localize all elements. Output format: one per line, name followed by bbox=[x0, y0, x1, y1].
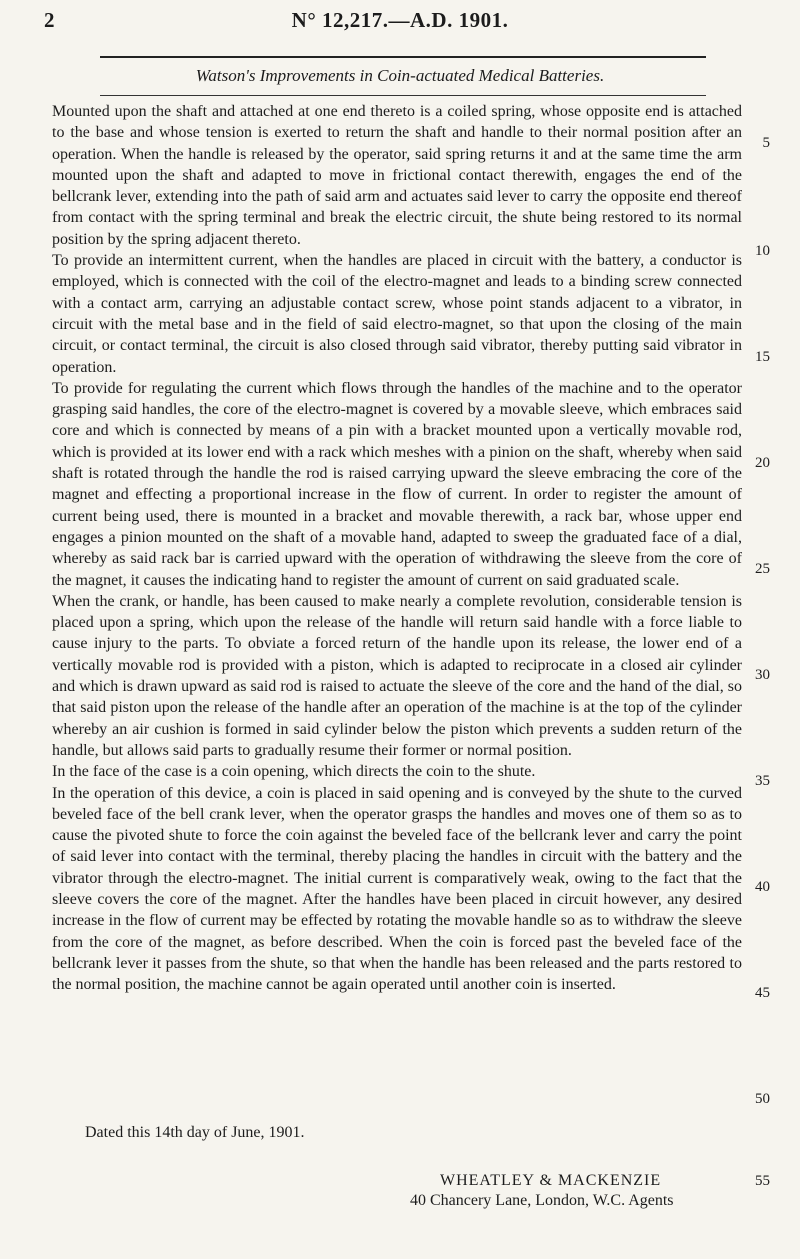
page-subtitle: Watson's Improvements in Coin-actuated Medical Batteries. bbox=[195, 66, 605, 85]
patent-number-header: N° 12,217.—A.D. 1901. bbox=[291, 8, 509, 32]
subtitle-rule bbox=[100, 95, 706, 96]
paragraph: In the operation of this device, a coin is placed in said opening and is conveyed by the shute to the curved beveled face of the bell crank lever, when the operator grasps the handles and moves one of them so as to cause the pivoted shute to force the coin against the beveled face of the bellcrank lever and carry the point of said lever into contact with the terminal, thereby placing the handles in circuit with the battery and the vibrator through the electro-magnet. The initial current is comparatively weak, owing to the fact that the sleeve covers the core of the magnet. After the handles have been placed in circuit however, any desired increase in the flow of current may be effected by rotating the movable handle so as to withdraw the sleeve from the core of the magnet, as before described. When the coin is forced past the beveled face of the bellcrank lever it passes from the shute, so that when the handle has been released and the parts restored to the normal position, the machine cannot be again operated until another coin is inserted. bbox=[52, 784, 742, 994]
line-number: 55 bbox=[755, 1173, 770, 1189]
paragraph: To provide for regulating the current which flows through the handles of the machine and to the operator grasping said handles, the core of the electro-magnet is covered by a movable sleeve, which embraces said core and which is connected by means of a pin with a bracket mounted upon a vertically movable rod, which is provided at its lower end with a rack which meshes with a pinion on the shaft, whereby when said shaft is rotated through the handle the rod is raised carrying upward the sleeve embracing the core of the magnet and effecting a proportional increase in the flow of current. In order to register the amount of current being used, there is mounted in a bracket and movable therewith, a rack bar, whose upper end engages a pinion mounted on the shaft of a movable hand, adapted to sweep the graduated face of a dial, whereby as said rack bar is carried upward with the operation of withdrawing the sleeve from the core of the magnet, it causes the indicating hand to register the amount of current on said graduated scale. bbox=[52, 379, 742, 589]
line-number: 35 bbox=[755, 773, 770, 789]
paragraph: In the face of the case is a coin opening, which directs the coin to the shute. bbox=[52, 763, 536, 781]
line-number: 10 bbox=[755, 243, 770, 259]
line-number: 30 bbox=[755, 667, 770, 683]
line-number: 5 bbox=[762, 135, 770, 151]
paragraph: Mounted upon the shaft and attached at one end thereto is a coiled spring, whose opposite end is attached to the base and whose tension is exerted to return the shaft and handle to their normal position after an operation. When the handle is released by the operator, said spring returns it and at the same time the arm mounted upon the shaft and adapted to move in frictional contact therewith, engages the end of the bellcrank lever, extending into the path of said arm and actuates said lever to carry the opposite end thereof from contact with the spring terminal and break the electric circuit, the shute being restored to its normal position by the spring adjacent thereto. bbox=[52, 103, 742, 248]
agent-address: 40 Chancery Lane, London, W.C. Agents bbox=[410, 1192, 674, 1209]
line-number: 45 bbox=[755, 985, 770, 1001]
line-number: 25 bbox=[755, 561, 770, 577]
line-number: 15 bbox=[755, 349, 770, 365]
dated-line: Dated this 14th day of June, 1901. bbox=[85, 1124, 305, 1141]
page-number: 2 bbox=[44, 8, 55, 32]
line-number: 40 bbox=[755, 879, 770, 895]
header-rule bbox=[100, 56, 706, 58]
line-number: 20 bbox=[755, 455, 770, 471]
paragraph: To provide an intermittent current, when the handles are placed in circuit with the battery, a conductor is employed, which is connected with the coil of the electro-magnet and leads to a binding screw connected with a contact arm, carrying an adjustable contact screw, whose point stands adjacent to a vibrator, in circuit with the metal base and in the field of said electro-magnet, so that upon the closing of the main circuit, or contact terminal, the circuit is also closed through said vibrator, thereby putting said vibrator in operation. bbox=[52, 252, 742, 376]
paragraph: When the crank, or handle, has been caused to make nearly a complete revolution, considerable tension is placed upon a spring, which upon the release of the handle will return said handle with a force liable to cause injury to the parts. To obviate a forced return of the handle upon its release, the lower end of a vertically movable rod is provided with a piston, which is adapted to reciprocate in a closed air cylinder and which is drawn upward as said rod is raised to actuate the sleeve of the core and the hand of the dial, so that said piston upon the release of the handle after an operation of the machine is at the top of the cylinder whereby an air cushion is formed in said cylinder below the piston which prevents a sudden return of the handle, but allows said parts to gradually resume their former or normal position. bbox=[52, 592, 742, 759]
line-number: 50 bbox=[755, 1091, 770, 1107]
body-text bbox=[52, 101, 742, 995]
agent-name: WHEATLEY & MACKENZIE bbox=[440, 1172, 662, 1189]
